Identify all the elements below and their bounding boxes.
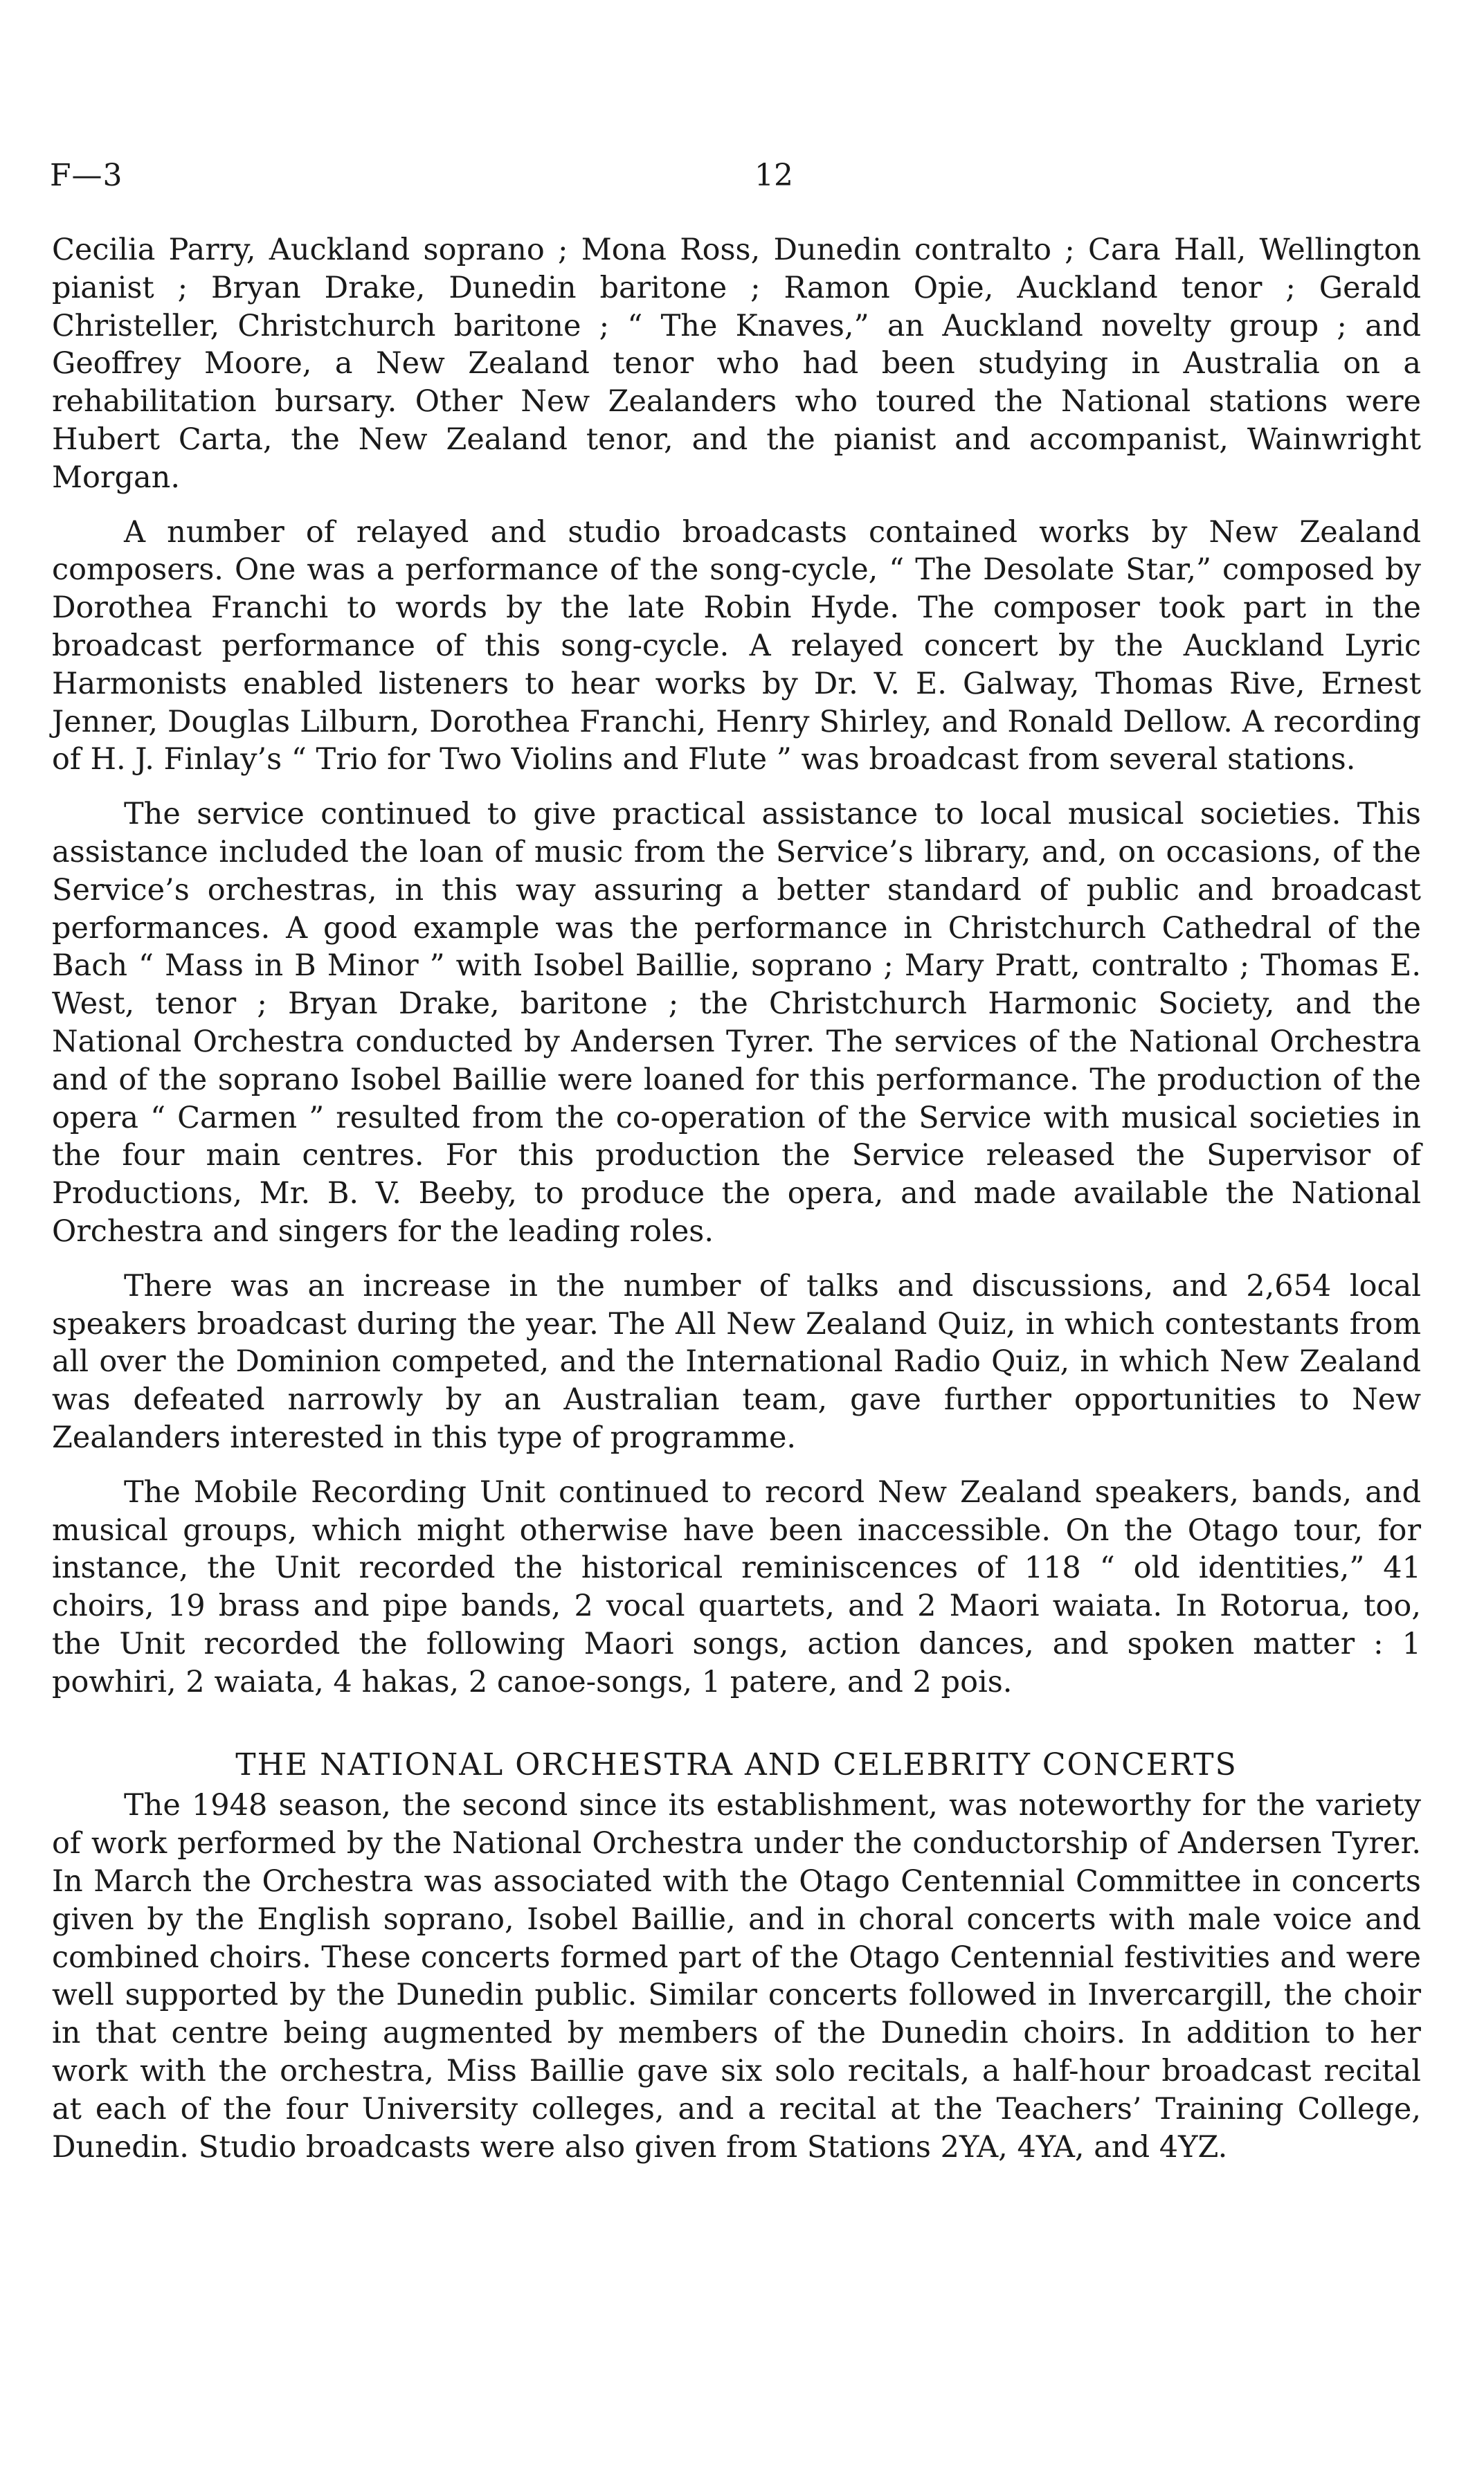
- paragraph: The service continued to give practical assistance to local musical societies. This assistance included the loan of music from the Service’s library, and, on occasions, of the Service’s orchestras, in this way assuring a better standard of public and broadcast performances. A good example was the performance in Christchurch Cathedral of the Bach “ Mass in B Minor ” with Isobel Baillie, soprano ; Mary Pratt, contralto ; Thomas E. West, tenor ; Bryan Drake, baritone ; the Christchurch Harmonic Society, and the National Orchestra conducted by Andersen Tyrer. The services of the National Orchestra and of the soprano Isobel Baillie were loaned for this performance. The production of the opera “ Carmen ” resulted from the co-operation of the Service with musical societies in the four main centres. For this production the Service released the Supervisor of Productions, Mr. B. V. Beeby, to produce the opera, and made available the National Orchestra and singers for the leading roles.: [52, 797, 1421, 1249]
- paragraph: The Mobile Recording Unit continued to record New Zealand speakers, bands, and musical groups, which might otherwise have been inaccessible. On the Otago tour, for instance, the Unit recorded the historical reminiscences of 118 “ old identities,” 41 choirs, 19 brass and pipe bands, 2 vocal quartets, and 2 Maori waiata. In Rotorua, too, the Unit recorded the following Maori songs, action dances, and spoken matter : 1 powhiri, 2 waiata, 4 hakas, 2 canoe-songs, 1 patere, and 2 pois.: [52, 1474, 1421, 1699]
- page-header: [50, 158, 1434, 206]
- document-reference: F—3: [50, 158, 123, 193]
- body-text: [52, 231, 1421, 2183]
- paragraph: There was an increase in the number of talks and discussions, and 2,654 local speakers broadcast during the year. The All New Zealand Quiz, in which contestants from all over the Dominion competed, and the International Radio Quiz, in which New Zealand was defeated narrowly by an Australian team, gave further opportunities to New Zealanders interested in this type of programme.: [52, 1268, 1421, 1455]
- paragraph-continued: Cecilia Parry, Auckland soprano ; Mona Ross, Dunedin contralto ; Cara Hall, Wellington pianist ; Bryan Drake, Dunedin baritone ; Ramon Opie, Auckland tenor ; Gerald Christeller, Christchurch baritone ; “ The Knaves,” an Auckland novelty group ; and Geoffrey Moore, a New Zealand tenor who had been studying in Australia on a rehabilitation bursary. Other New Zealanders who toured the National stations were Hubert Carta, the New Zealand tenor, and the pianist and accompanist, Wainwright Morgan.: [52, 233, 1421, 495]
- page-number: 12: [754, 158, 793, 193]
- section-heading: THE NATIONAL ORCHESTRA AND CELEBRITY CONCERTS: [235, 1747, 1238, 1783]
- paragraph: A number of relayed and studio broadcasts contained works by New Zealand composers. One was a performance of the song-cycle, “ The Desolate Star,” composed by Dorothea Franchi to words by the late Robin Hyde. The composer took part in the broadcast performance of this song-cycle. A relayed concert by the Auckland Lyric Harmonists enabled listeners to hear works by Dr. V. E. Galway, Thomas Rive, Ernest Jenner, Douglas Lilburn, Dorothea Franchi, Henry Shirley, and Ronald Dellow. A recording of H. J. Finlay’s “ Trio for Two Violins and Flute ” was broadcast from several stations.: [52, 514, 1421, 777]
- section-paragraph: The 1948 season, the second since its establishment, was noteworthy for the variety of work performed by the National Orchestra under the conductorship of Andersen Tyrer. In March the Orchestra was associated with the Otago Centennial Committee in concerts given by the English soprano, Isobel Baillie, and in choral concerts with male voice and combined choirs. These concerts formed part of the Otago Centennial festivities and were well supported by the Dunedin public. Similar concerts followed in Invercargill, the choir in that centre being augmented by members of the Dunedin choirs. In addition to her work with the orchestra, Miss Baillie gave six solo recitals, a half-hour broadcast recital at each of the four University colleges, and a recital at the Teachers’ Training College, Dunedin. Studio broadcasts were also given from Stations 2YA, 4YA, and 4YZ.: [52, 1788, 1421, 2165]
